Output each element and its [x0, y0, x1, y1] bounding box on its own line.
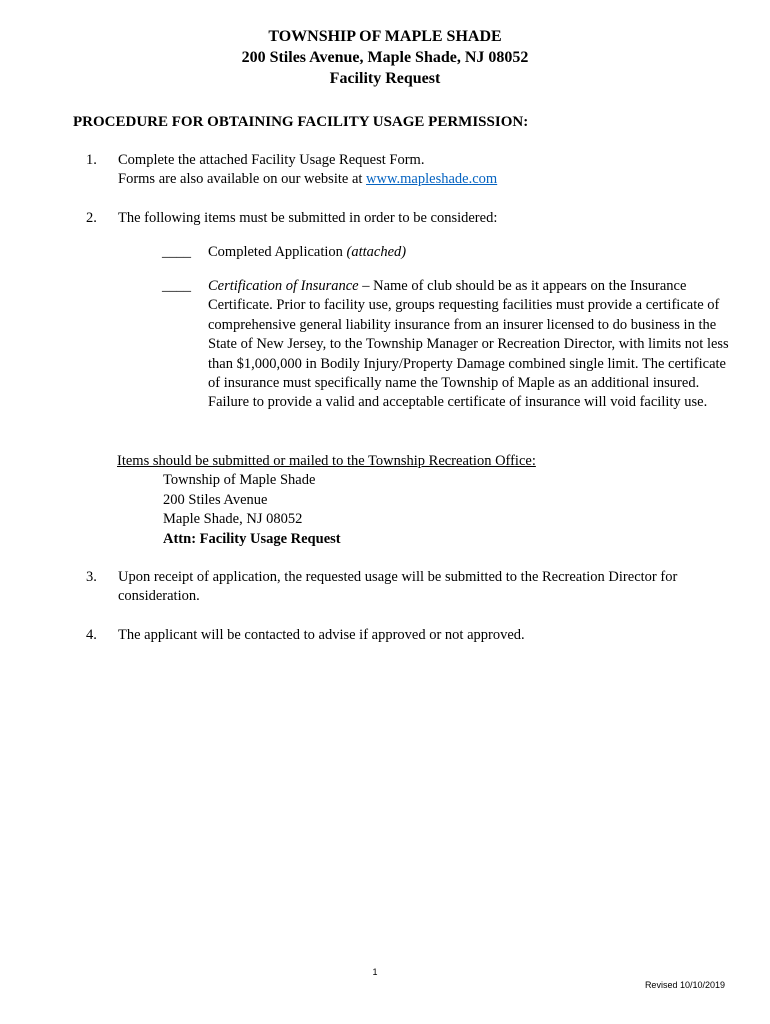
- document-title: Facility Request: [329, 70, 441, 87]
- item-3-text: Upon receipt of application, the requested usage will be submitted to the Recreation Director for consideration.: [118, 569, 678, 605]
- item-number: 3.: [86, 569, 97, 585]
- item-number: 4.: [86, 627, 97, 643]
- procedure-heading: PROCEDURE FOR OBTAINING FACILITY USAGE PERMISSION:: [73, 114, 529, 130]
- procedure-item-1: [86, 151, 726, 190]
- address-line-2: 200 Stiles Avenue: [163, 491, 268, 508]
- revised-date: Revised 10/10/2019: [644, 980, 725, 990]
- procedure-item-2: [86, 209, 726, 228]
- checklist-item-insurance: [162, 277, 732, 413]
- check1-italic: (attached): [346, 244, 407, 260]
- check2-text: – Name of club should be as it appears on the Insurance Certificate. Prior to facility use, groups requesting facilities must provide a certificate of comprehensive general liability insurance from an insurer licensed to do business in the State of New Jersey, to the Township Manager or Recreation Director, with limits not less than $1,000,000 in Bodily Injury/Property Damage combined single limit. The certificate of insurance must specifically name the Township of Maple as an additional insured. Failure to provide a valid and acceptable certificate of insurance will void facility use.: [208, 278, 729, 411]
- check1-text: Completed Application: [208, 244, 347, 260]
- item-1-line2: [118, 170, 726, 189]
- checklist-item-application: [162, 243, 732, 262]
- website-link[interactable]: www.mapleshade.com: [366, 171, 498, 188]
- item-1-line1: Complete the attached Facility Usage Request Form.: [118, 152, 425, 168]
- procedure-item-3: [86, 568, 726, 607]
- item-4-text: The applicant will be contacted to advise if approved or not approved.: [118, 627, 525, 643]
- township-title: TOWNSHIP OF MAPLE SHADE: [268, 28, 502, 45]
- submission-heading: Items should be submitted or mailed to the Township Recreation Office:: [117, 453, 536, 469]
- address-line-3: Maple Shade, NJ 08052: [163, 511, 303, 528]
- document-header: [0, 26, 770, 89]
- submission-address: [117, 452, 536, 549]
- township-address: 200 Stiles Avenue, Maple Shade, NJ 08052: [241, 49, 529, 66]
- page-number: 1: [372, 967, 378, 977]
- item-number: 1.: [86, 152, 97, 168]
- check-blank: ____: [162, 278, 191, 294]
- check2-italic: Certification of Insurance: [208, 278, 359, 294]
- check-blank: ____: [162, 244, 191, 260]
- item-number: 2.: [86, 210, 97, 226]
- attn-line: Attn: Facility Usage Request: [163, 530, 341, 547]
- procedure-item-4: [86, 626, 726, 645]
- item-1-line2-prefix: Forms are also available on our website at: [118, 171, 367, 188]
- item-2-text: The following items must be submitted in order to be considered:: [118, 210, 498, 226]
- address-line-1: Township of Maple Shade: [163, 472, 316, 489]
